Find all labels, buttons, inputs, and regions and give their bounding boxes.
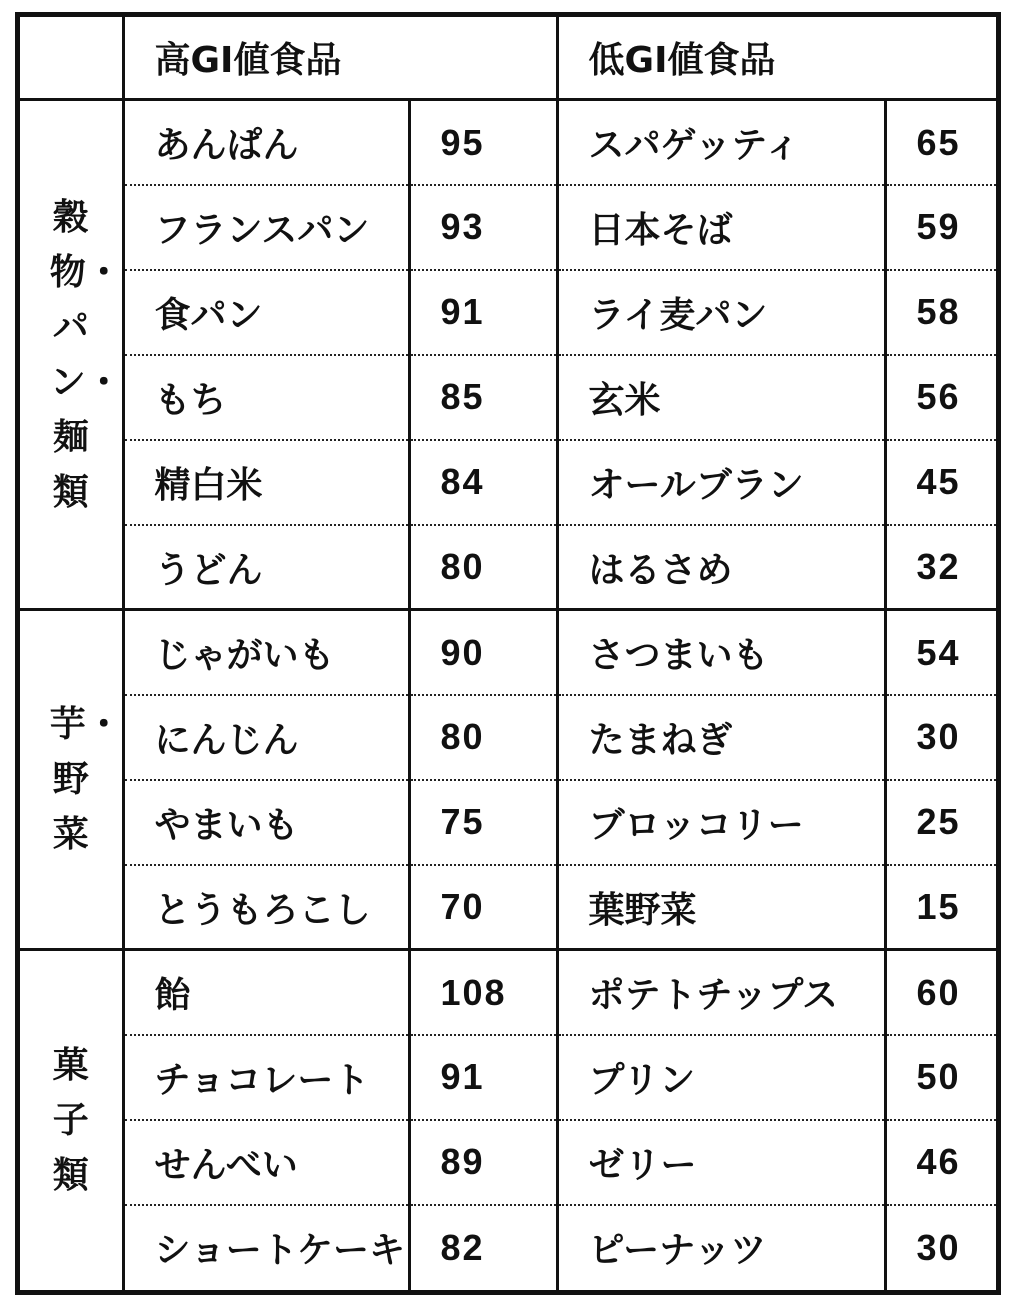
high-gi-value: 95 [409,100,557,185]
low-gi-value: 60 [885,950,996,1035]
table-row [20,525,996,610]
high-gi-food-name: にんじん [123,695,409,780]
low-gi-food-name: 玄米 [557,355,885,440]
category-label: 芋・野菜 [49,704,122,856]
low-gi-value: 25 [885,780,996,865]
table-row [20,695,996,780]
table-row [20,1205,996,1290]
table-row [20,780,996,865]
high-gi-value: 90 [409,610,557,695]
table-row [20,270,996,355]
low-gi-food-name: ピーナッツ [557,1205,885,1290]
high-gi-food-name: 飴 [123,950,409,1035]
high-gi-value: 89 [409,1120,557,1205]
table-row [20,950,996,1035]
low-gi-value: 30 [885,695,996,780]
low-gi-food-name: さつまいも [557,610,885,695]
high-gi-value: 80 [409,525,557,610]
low-gi-value: 56 [885,355,996,440]
low-gi-food-name: はるさめ [557,525,885,610]
table-row [20,865,996,950]
high-gi-value: 91 [409,270,557,355]
table-row [20,440,996,525]
category-label: 菓子類 [52,1045,89,1197]
header-high-gi: 高GI値食品 [123,17,557,100]
high-gi-value: 108 [409,950,557,1035]
high-gi-value: 84 [409,440,557,525]
high-gi-food-name: あんぱん [123,100,409,185]
high-gi-value: 82 [409,1205,557,1290]
low-gi-food-name: 日本そば [557,185,885,270]
high-gi-food-name: じゃがいも [123,610,409,695]
high-gi-value: 70 [409,865,557,950]
low-gi-food-name: ゼリー [557,1120,885,1205]
low-gi-value: 15 [885,865,996,950]
high-gi-food-name: ショートケーキ [123,1205,409,1290]
high-gi-food-name: せんべい [123,1120,409,1205]
low-gi-value: 65 [885,100,996,185]
high-gi-food-name: 食パン [123,270,409,355]
low-gi-value: 50 [885,1035,996,1120]
header-row [20,17,996,100]
high-gi-value: 75 [409,780,557,865]
table-row [20,100,996,185]
low-gi-food-name: ブロッコリー [557,780,885,865]
header-low-gi: 低GI値食品 [557,17,996,100]
low-gi-food-name: 葉野菜 [557,865,885,950]
gi-table [20,17,996,1290]
category-cell [20,610,123,950]
low-gi-value: 58 [885,270,996,355]
table-row [20,1035,996,1120]
low-gi-value: 54 [885,610,996,695]
low-gi-value: 59 [885,185,996,270]
table-row [20,610,996,695]
table-row [20,1120,996,1205]
low-gi-value: 32 [885,525,996,610]
category-cell [20,950,123,1290]
low-gi-food-name: ポテトチップス [557,950,885,1035]
low-gi-food-name: プリン [557,1035,885,1120]
low-gi-food-name: スパゲッティ [557,100,885,185]
high-gi-food-name: フランスパン [123,185,409,270]
category-label: 穀物・パン・麺類 [49,196,122,513]
high-gi-food-name: チョコレート [123,1035,409,1120]
high-gi-food-name: うどん [123,525,409,610]
high-gi-food-name: とうもろこし [123,865,409,950]
table-row [20,355,996,440]
high-gi-food-name: やまいも [123,780,409,865]
low-gi-food-name: ライ麦パン [557,270,885,355]
low-gi-value: 45 [885,440,996,525]
category-cell [20,100,123,610]
header-corner-cell [20,17,123,100]
low-gi-value: 46 [885,1120,996,1205]
high-gi-value: 93 [409,185,557,270]
high-gi-value: 85 [409,355,557,440]
high-gi-value: 91 [409,1035,557,1120]
high-gi-food-name: もち [123,355,409,440]
high-gi-value: 80 [409,695,557,780]
low-gi-value: 30 [916,1226,961,1268]
table-row [20,185,996,270]
low-gi-food-name: オールブラン [557,440,885,525]
gi-table-frame [15,12,1001,1295]
low-gi-food-name: たまねぎ [557,695,885,780]
high-gi-food-name: 精白米 [123,440,409,525]
